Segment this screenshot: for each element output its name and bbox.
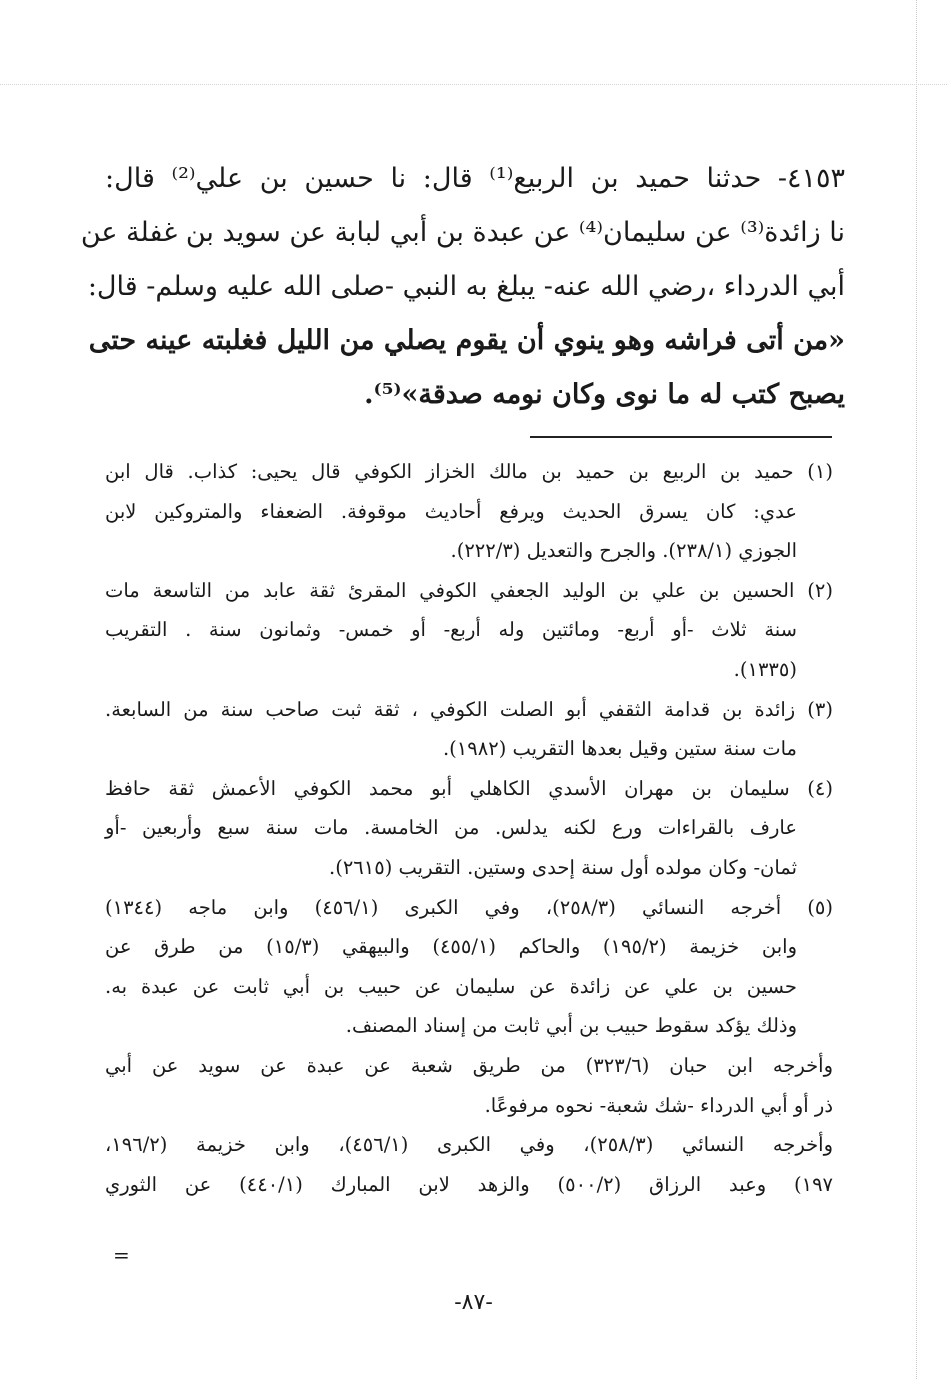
footnote-4-line: عارف بالقراءات ورع لكنه يدلس. من الخامسة. مات سنة سبع وأربعين -أو <box>105 816 797 840</box>
page-number: -٨٧- <box>454 1290 493 1315</box>
footnote-1-line: (١) حميد بن الربيع بن حميد بن مالك الخزاز الكوفي قال يحيى: كذاب. قال ابن <box>105 460 833 483</box>
hadith-text <box>80 152 845 422</box>
footnote-separator <box>530 436 832 438</box>
footnote-2-line: (٢) الحسين بن علي بن الوليد الجعفي الكوفي المقرئ ثقة عابد من التاسعة مات <box>105 578 833 602</box>
footnote-3-line: مات سنة ستين وقيل بعدها التقريب (١٩٨٢). <box>442 737 797 761</box>
footnote-5-line: وذلك يؤكد سقوط حبيب بن أبي ثابت من إسناد المصنف. <box>345 1014 797 1038</box>
footnote-4-line: (٤) سليمان بن مهران الأسدي الكاهلي أبو محمد الكوفي الأعمش ثقة حافظ <box>105 776 833 800</box>
footnote-1-line: عدي: كان يسرق الحديث ويرفع أحاديث موقوفة. الضعفاء والمتروكين لابن <box>105 499 797 523</box>
footnote-2-line: (١٣٣٥). <box>733 657 797 681</box>
page-edge-right <box>916 0 918 1379</box>
footnote-4-line: ثمان- وكان مولده أول سنة إحدى وستين. التقريب (٢٦١٥). <box>329 855 797 879</box>
footnote-3-line: (٣) زائدة بن قدامة الثقفي أبو الصلت الكوفي ، ثقة ثبت صاحب سنة من السابعة. <box>105 697 833 721</box>
continuation-mark: = <box>113 1243 130 1267</box>
footnote-5-line: (٥) أخرجه النسائي (٢٥٨/٣)، وفي الكبرى (٤٥٦/١) وابن ماجه (١٣٤٤) <box>105 895 834 919</box>
footnote-5-line: وأخرجه ابن حبان (٣٢٣/٦) من طريق شعبة عن عبدة عن سويد عن أبي <box>105 1053 834 1077</box>
footnotes <box>105 452 833 1204</box>
hadith-matn-line: «من أتى فراشه وهو ينوي أن يقوم يصلي من الليل فغلبته عينه حتى <box>88 325 845 356</box>
footnote-1-line: الجوزي (٢٣٨/١). والجرح والتعديل (٢٢٢/٣). <box>450 539 797 563</box>
hadith-line: أبي الدرداء ،رضي الله عنه- يبلغ به النبي -صلى الله عليه وسلم- قال: <box>87 271 845 302</box>
footnote-2-line: سنة ثلاث -أو أربع- ومائتين وله أربع- أو خمس- وثمانون سنة . التقريب <box>105 618 797 642</box>
footnote-5-line: وأخرجه النسائي (٢٥٨/٣)، وفي الكبرى (٤٥٦/١)، وابن خزيمة (١٩٦/٢، <box>105 1133 833 1157</box>
footnote-5-line: حسين بن علي عن زائدة عن سليمان عن حبيب بن أبي ثابت عن عبدة به. <box>105 974 797 998</box>
page-edge-top <box>0 84 947 86</box>
hadith-line: نا زائدة⁽³⁾ عن سليمان⁽⁴⁾ عن عبدة بن أبي لبابة عن سويد بن غفلة عن <box>80 217 845 248</box>
hadith-matn-line: يصبح كتب له ما نوى وكان نومه صدقة»⁽⁵⁾. <box>364 379 845 410</box>
footnote-5-line: وابن خزيمة (١٩٥/٢) والحاكم (٤٥٥/١) والبيهقي (١٥/٣) من طرق عن <box>105 935 797 959</box>
footnote-5-line: ١٩٧) وعبد الرزاق (٥٠٠/٢) والزهد لابن المبارك (٤٤٠/١) عن الثوري <box>105 1172 834 1196</box>
footnote-5-line: ذر أو أبي الدرداء -شك شعبة- نحوه مرفوعًا. <box>484 1093 833 1117</box>
hadith-line: ٤١٥٣- حدثنا حميد بن الربيع⁽¹⁾ قال: نا حسين بن علي⁽²⁾ قال: <box>105 163 845 194</box>
